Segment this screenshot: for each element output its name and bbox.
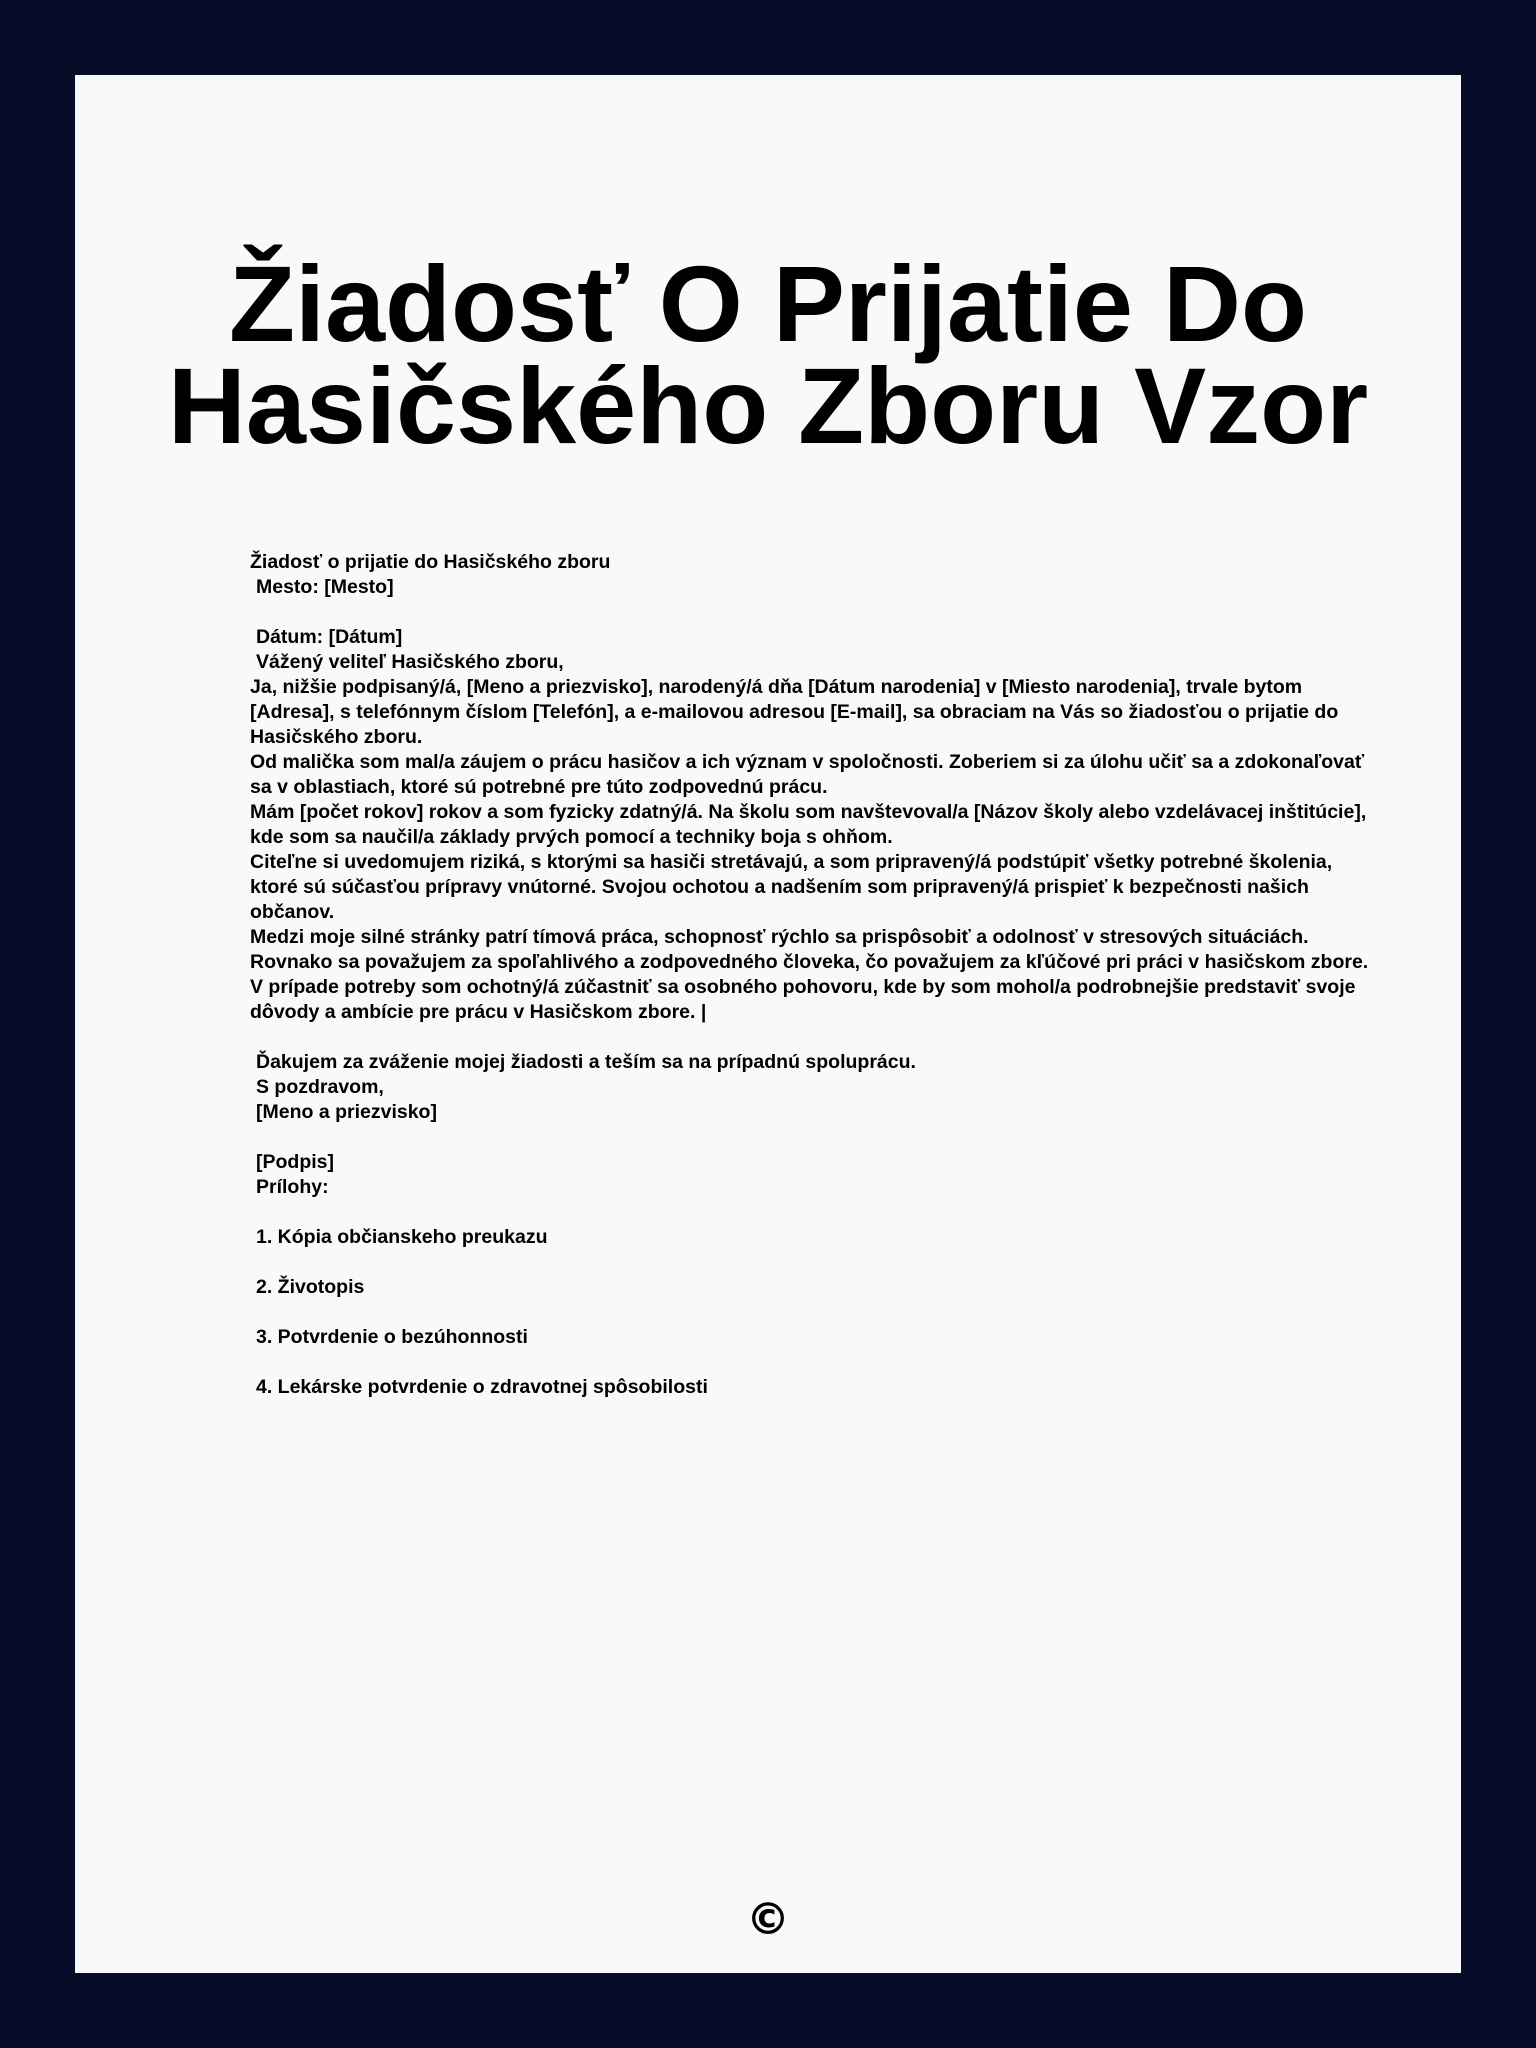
copyright-icon: © (746, 1894, 790, 1945)
blank-line (250, 600, 1370, 625)
letter-paragraph: Citeľne si uvedomujem riziká, s ktorými sa hasiči stretávajú, a som pripravený/á podstúpiť všetky potrebné školenia, ktoré sú súčasťou prípravy vnútorné. Svojou ochotou a nadšením som pripravený/á prispieť k bezpečnosti našich občanov. (250, 851, 1333, 923)
letter-closing: S pozdravom, (256, 1076, 384, 1098)
letter-date: Dátum: [Dátum] (256, 626, 403, 648)
attachment-item: 2. Životopis (256, 1276, 365, 1298)
blank-line (250, 1200, 1370, 1225)
letter-paragraph: Medzi moje silné stránky patrí tímová práca, schopnosť rýchlo sa prispôsobiť a odolnosť v stresových situáciách. Rovnako sa považujem za spoľahlivého a zodpovedného človeka, čo považujem za kľúčové pri práci v hasičskom zbore. (250, 926, 1369, 973)
attachment-item: 4. Lekárske potvrdenie o zdravotnej spôsobilosti (256, 1376, 708, 1398)
letter-salutation: Vážený veliteľ Hasičského zboru, (256, 651, 564, 673)
document-title (75, 243, 1461, 466)
letter-city: Mesto: [Mesto] (256, 576, 394, 598)
letter-thanks: Ďakujem za zváženie mojej žiadosti a teším sa na prípadnú spoluprácu. (256, 1051, 916, 1073)
blank-line (250, 1300, 1370, 1325)
letter-paragraph: Ja, nižšie podpisaný/á, [Meno a priezvisko], narodený/á dňa [Dátum narodenia] v [Miesto narodenia], trvale bytom [Adresa], s telefónnym číslom [Telefón], a e-mailovou adresou [E-mail], sa obraciam na Vás so žiadosťou o prijatie do Hasičského zboru. (250, 676, 1339, 748)
document-page (75, 75, 1461, 1973)
document-title-line-1: Žiadosť O Prijatie Do (229, 243, 1307, 364)
blank-line (250, 1350, 1370, 1375)
letter-body (250, 550, 1370, 1400)
attachment-item: 3. Potvrdenie o bezúhonnosti (256, 1326, 528, 1348)
letter-signature: [Podpis] (256, 1151, 334, 1173)
attachment-item: 1. Kópia občianskeho preukazu (256, 1226, 548, 1248)
letter-name: [Meno a priezvisko] (256, 1101, 437, 1123)
document-title-line-2: Hasičského Zboru Vzor (167, 345, 1369, 466)
letter-paragraph: Mám [počet rokov] rokov a som fyzicky zdatný/á. Na školu som navštevoval/a [Názov školy alebo vzdelávacej inštitúcie], kde som sa naučil/a základy prvých pomocí a techniky boja s ohňom. (250, 801, 1367, 848)
blank-line (250, 1250, 1370, 1275)
blank-line (250, 1025, 1370, 1050)
attachments-label: Prílohy: (256, 1176, 329, 1198)
letter-paragraph: Od malička som mal/a záujem o prácu hasičov a ich význam v spoločnosti. Zoberiem si za úlohu učiť sa a zdokonaľovať sa v oblastiach, ktoré sú potrebné pre túto zodpovednú prácu. (250, 751, 1365, 798)
blank-line (250, 1125, 1370, 1150)
letter-heading: Žiadosť o prijatie do Hasičského zboru (250, 551, 611, 573)
letter-paragraph: V prípade potreby som ochotný/á zúčastniť sa osobného pohovoru, kde by som mohol/a podrobnejšie predstaviť svoje dôvody a ambície pre prácu v Hasičskom zbore. | (250, 976, 1356, 1023)
